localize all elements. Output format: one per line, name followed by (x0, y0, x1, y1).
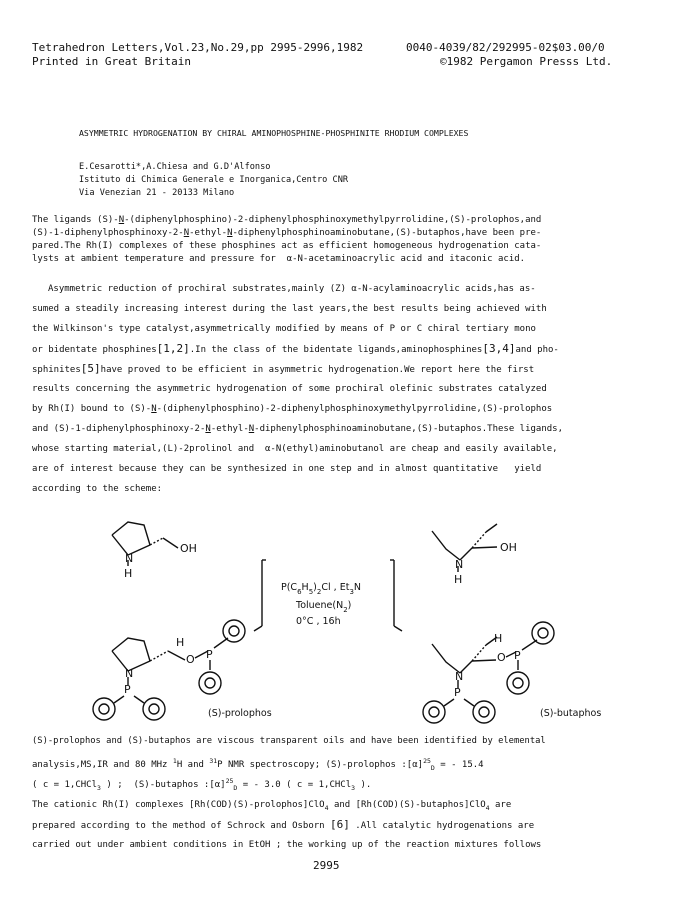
body-line-10: are of interest because they can be synthesized in one step and in almost quantitative yield (32, 464, 542, 474)
nitrogen-atom: N (455, 670, 464, 683)
oxygen-atom: O (497, 651, 506, 664)
compound-label-butaphos: (S)-butaphos (540, 708, 602, 719)
nitrogen-atom: N (125, 552, 134, 565)
hydrogen-atom: H (494, 632, 503, 645)
abstract-line-2: (S)-1-diphenylphosphinoxy-2-N-ethyl-N-diphenylphosphinoaminobutane,(S)-butaphos,have been pre- (32, 228, 542, 238)
page-number: 2995 (313, 859, 340, 872)
body-line-1: Asymmetric reduction of prochiral substrates,mainly (Z) α-N-acylaminoacrylic acids,has as- (48, 284, 536, 294)
body2-line-1: (S)-prolophos and (S)-butaphos are viscous transparent oils and have been identified by elemental (32, 736, 546, 746)
phosphorus-atom: P (514, 649, 521, 662)
abstract-line-1: The ligands (S)-N-(diphenylphosphino)-2-diphenylphosphinoxymethylpyrrolidine,(S)-prolophos,and (32, 215, 542, 225)
affiliation-line-1: Istituto di Chimica Generale e Inorganica,Centro CNR (79, 175, 349, 185)
hydrogen-atom: H (124, 567, 133, 580)
body2-line-5: prepared according to the method of Schrock and Osborn [6] .All catalytic hydrogenations are (32, 818, 535, 831)
body-line-3: the Wilkinson's type catalyst,asymmetrically modified by means of P or C chiral tertiary mono (32, 324, 536, 334)
printed-line: Printed in Great Britain (32, 55, 191, 68)
affiliation-line-2: Via Venezian 21 - 20133 Milano (79, 188, 235, 198)
phosphorus-atom: P (124, 683, 131, 696)
code-line: 0040-4039/82/292995-02$03.00/0 (406, 41, 605, 54)
nitrogen-atom: N (125, 667, 134, 680)
authors: E.Cesarotti*,A.Chiesa and G.D'Alfonso (79, 162, 271, 172)
citation: [6] (330, 818, 350, 831)
body2-line-2: analysis,MS,IR and 80 MHz $^1$H and $^{31}$P NMR spectroscopy; (S)-prolophos $:[\alpha]^{25}_D$ = - 15.4 (32, 757, 484, 772)
abstract-line-3: pared.The Rh(I) complexes of these phosphines act as efficient homogeneous hydrogenation cata- (32, 241, 542, 251)
copyright-line: ©1982 Pergamon Presss Ltd. (440, 55, 613, 68)
body-line-9: whose starting material,(L)-2prolinol and α-N(ethyl)aminobutanol are cheap and easily available, (32, 444, 558, 454)
phosphorus-atom: P (454, 686, 461, 699)
citation: [3,4] (482, 342, 516, 355)
journal-line: Tetrahedron Letters,Vol.23,No.29,pp 2995-2996,1982 (32, 41, 364, 54)
body-line-4: or bidentate phosphines[1,2].In the class of the bidentate ligands,aminophosphines[3,4]and pho- (32, 342, 559, 355)
reagent-line-1: $P(C_6H_5)_2Cl$ , $Et_3N$ (281, 582, 362, 596)
citation: [5] (80, 362, 101, 375)
body-line-6: results concerning the asymmetric hydrogenation of some prochiral olefinic substrates catalyzed (32, 384, 547, 394)
reaction-scheme (0, 500, 676, 725)
abstract-line-4: lysts at ambient temperature and pressure for α-N-acetaminoacrylic acid and itaconic acid. (32, 254, 526, 264)
phosphorus-atom: P (206, 648, 213, 661)
reagent-line-2: $Toluene(N_2)$ (296, 600, 352, 614)
citation: [1,2] (156, 342, 190, 355)
body-line-5: sphinites[5]have proved to be efficient in asymmetric hydrogenation.We report here the first (32, 362, 535, 375)
hydrogen-atom: H (176, 636, 185, 649)
oxygen-atom: O (186, 653, 195, 666)
hydroxyl-group: OH (180, 542, 197, 555)
body2-line-6: carried out under ambient conditions in EtOH ; the working up of the reaction mixtures follows (32, 840, 542, 850)
compound-label-prolophos: (S)-prolophos (208, 708, 272, 719)
article-title: ASYMMETRIC HYDROGENATION BY CHIRAL AMINOPHOSPHINE-PHOSPHINITE RHODIUM COMPLEXES (79, 128, 469, 138)
body-line-8: and (S)-1-diphenylphosphinoxy-2-N-ethyl-N-diphenylphosphinoaminobutane,(S)-butaphos.These ligands, (32, 424, 564, 434)
body2-line-4: The cationic Rh(I) complexes [Rh(COD)(S)-prolophos]ClO$_4$ and [Rh(COD)(S)-butaphos]ClO$_4$ are (32, 800, 512, 812)
body2-line-3: ( c = 1,CHCl$_3$ ) ; (S)-butaphos $:[\alpha]^{25}_D$ = - 3.0 ( c = 1,CHCl$_3$ ). (32, 777, 372, 792)
body-line-2: sumed a steadily increasing interest during the last years,the best results being achieved with (32, 304, 547, 314)
hydrogen-atom: H (454, 573, 463, 586)
nitrogen-atom: N (455, 558, 464, 571)
hydroxyl-group: OH (500, 541, 517, 554)
body-line-11: according to the scheme: (32, 484, 163, 494)
body-line-7: by Rh(I) bound to (S)-N-(diphenylphosphino)-2-diphenylphosphinoxymethylpyrrolidine,(S)-prolophos (32, 404, 553, 414)
reagent-line-3: 0°C , 16h (296, 616, 341, 627)
